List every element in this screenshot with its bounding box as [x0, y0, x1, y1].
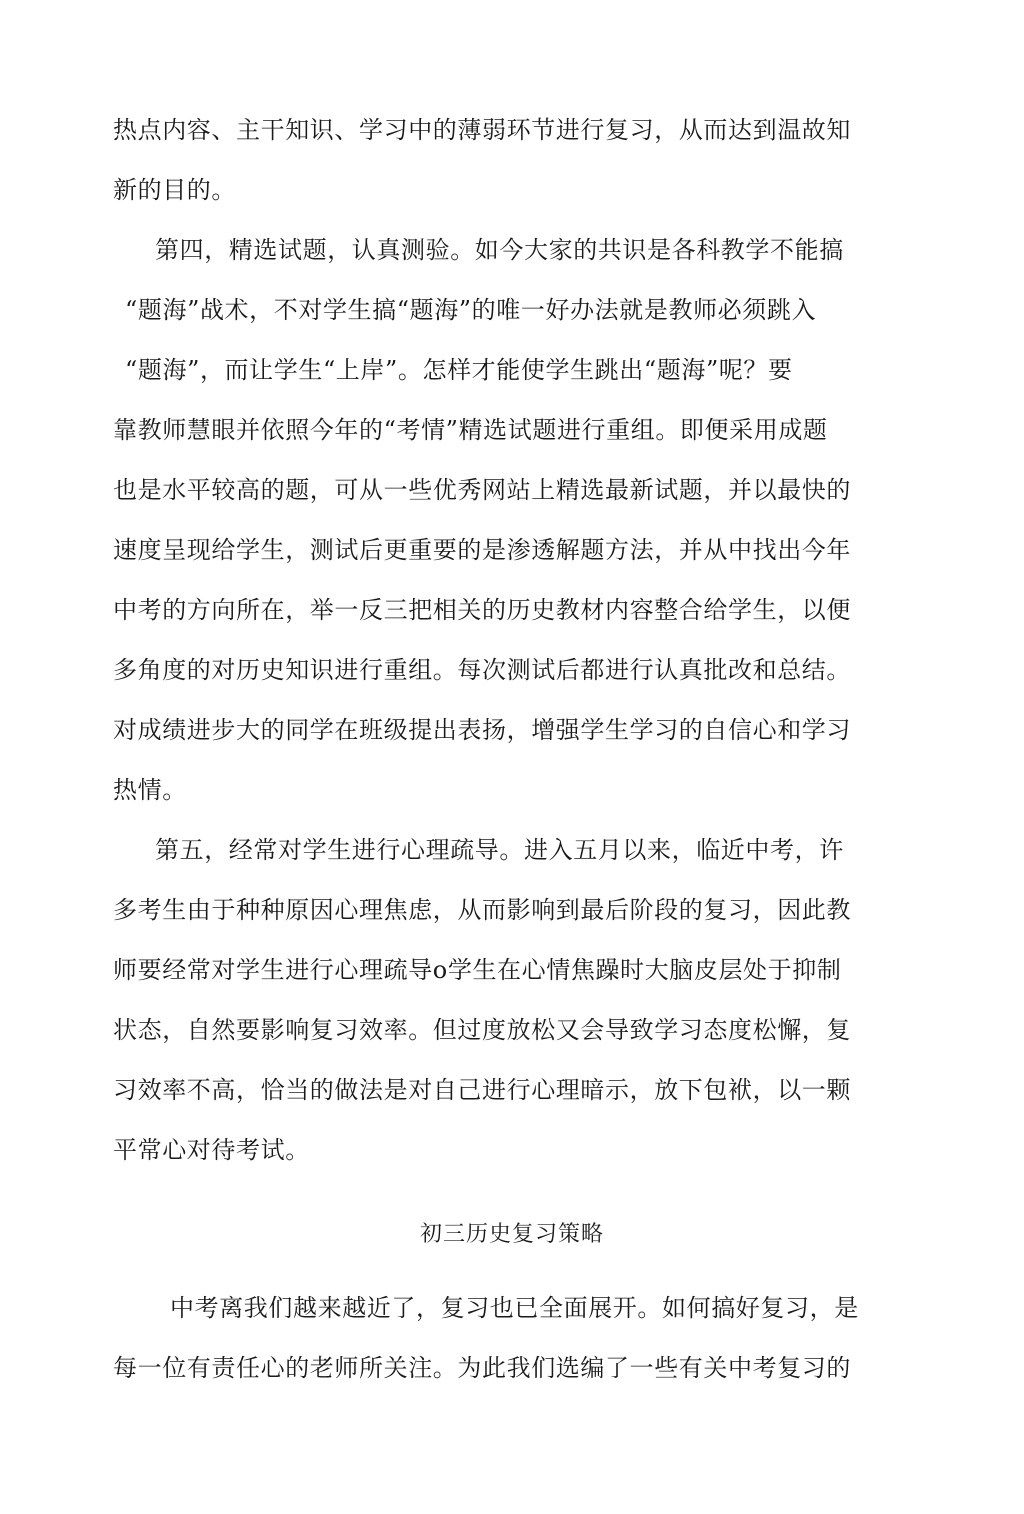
paragraph-line: “题海”战术，不对学生搞“题海”的唯一好办法就是教师必须跳入: [125, 296, 817, 324]
paragraph-line: 热点内容、主干知识、学习中的薄弱环节进行复习，从而达到温故知: [113, 116, 851, 144]
paragraph-line: 对成绩进步大的同学在班级提出表扬，增强学生学习的自信心和学习: [113, 716, 851, 744]
paragraph-first-line: 第五，经常对学生进行心理疏导。进入五月以来，临近中考，许: [155, 836, 844, 864]
paragraph-line: 多考生由于种种原因心理焦虑，从而影响到最后阶段的复习，因此教: [113, 896, 851, 924]
paragraph-line: 速度呈现给学生，测试后更重要的是渗透解题方法，并从中找出今年: [113, 536, 851, 564]
section-heading: 初三历史复习策略: [419, 1222, 604, 1247]
paragraph-line: “题海”，而让学生“上岸”。怎样才能使学生跳出“题海”呢？要: [125, 356, 793, 384]
paragraph-line: 师要经常对学生进行心理疏导o学生在心情焦躁时大脑皮层处于抑制: [113, 956, 842, 984]
paragraph-line: 多角度的对历史知识进行重组。每次测试后都进行认真批改和总结。: [113, 656, 851, 684]
paragraph-line: 平常心对待考试。: [113, 1136, 310, 1164]
paragraph-line: 新的目的。: [113, 176, 236, 204]
paragraph-line: 每一位有责任心的老师所关注。为此我们选编了一些有关中考复习的: [113, 1354, 851, 1382]
paragraph-line: 也是水平较高的题，可从一些优秀网站上精选最新试题，并以最快的: [113, 476, 851, 504]
paragraph-first-line: 中考离我们越来越近了，复习也已全面展开。如何搞好复习，是: [170, 1294, 859, 1322]
paragraph-line: 习效率不高，恰当的做法是对自己进行心理暗示，放下包袱，以一颗: [113, 1076, 851, 1104]
paragraph-line: 状态，自然要影响复习效率。但过度放松又会导致学习态度松懈，复: [113, 1016, 851, 1044]
paragraph-line: 中考的方向所在，举一反三把相关的历史教材内容整合给学生，以便: [113, 596, 851, 624]
paragraph-line: 热情。: [113, 776, 187, 804]
paragraph-line: 靠教师慧眼并依照今年的“考情”精选试题进行重组。即便采用成题: [113, 416, 828, 444]
paragraph-first-line: 第四，精选试题，认真测验。如今大家的共识是各科教学不能搞: [155, 236, 844, 264]
